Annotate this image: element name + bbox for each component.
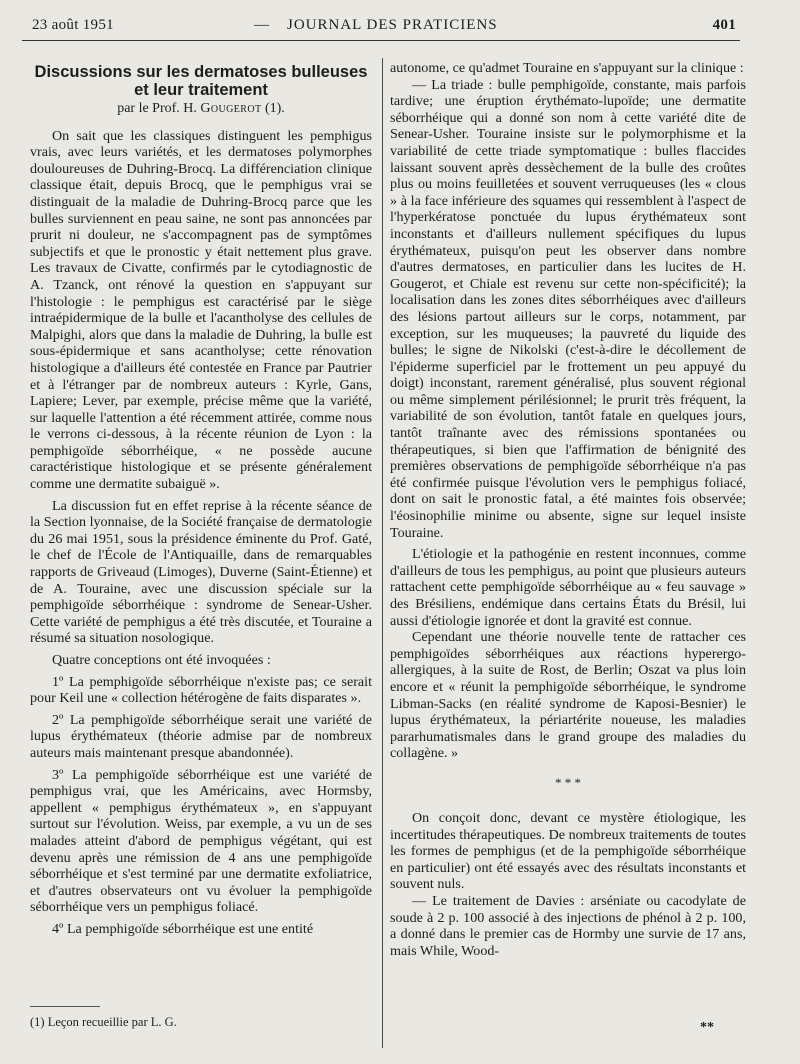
conception-1: 1º La pemphigoïde séborrhéique n'existe pas; ce serait pour Keil une « collection hétérogène de faits disparates ».	[30, 673, 372, 707]
left-paragraph-3: Quatre conceptions ont été invoquées :	[52, 652, 271, 668]
conception-3: 3º La pemphigoïde séborrhéique est une variété de pemphigus vrai, que les Américains, avec Hormsby, appellent « pemphigus érythémateux », en s'appuyant surtout sur l'évolution. Weiss, par exemple, a vu un de ses malades atteint d'abord de pemphigus végétant, qui est devenu après une rémission de 4 ans une pemphigoïde séborrhéique et s'est terminé par une dermatite exfoliatrice, et d'autres observateurs ont vu évoluer la pemphigoïde séborrhéique vers un pemphigus foliacé.	[30, 766, 372, 916]
byline-author: Gougerot	[200, 101, 262, 116]
right-paragraph-4: Cependant une théorie nouvelle tente de rattacher ces pemphigoïdes séborrhéiques aux réactions hyperergo-allergiques, à la suite de Rost, de Berlin; Oszat va plus loin encore et « réunit la pemphigoïde séborrhéique, le syndrome Libman-Sacks (en réalité syndrome de Kaposi-Besnier) le lupus érythémateux, la périartérite noueuse, les maladies pararhumatismales dans le grand groupe des maladies du collagène. »	[390, 629, 746, 762]
header-dash: —	[254, 17, 270, 33]
header-date: 23 août 1951	[32, 17, 114, 33]
left-paragraph-2: La discussion fut en effet reprise à la récente séance de la Section lyonnaise, de la Société française de dermatologie du 26 mai 1951, sous la présidence éminente du Prof. Gaté, le chef de l'École de l'Antiquaille, dans de remarquables rapports de Griveaud (Limoges), Duverne (Saint-Étienne) et de A. Touraine, avec une discussion spéciale sur la pemphigoïde séborrhéique : syndrome de Senear-Usher. Cette variété de pemphigus a été très discutée, et Touraine a résumé sa situation nosologique.	[30, 497, 372, 647]
page-number: 401	[712, 17, 736, 33]
journal-title: JOURNAL DES PRATICIENS	[287, 17, 498, 33]
byline-prefix: par le Prof. H.	[117, 101, 201, 116]
left-column	[30, 60, 372, 938]
column-divider	[382, 58, 383, 1048]
footnote: (1) Leçon recueillie par L. G.	[30, 1015, 177, 1029]
article-byline	[30, 101, 372, 118]
article-title: Discussions sur les dermatoses bulleuses et leur traitement	[34, 63, 368, 99]
left-paragraph-1: On sait que les classiques distinguent les pemphigus vrais, avec leurs variétés, et les dermatoses polymorphes douloureuses de Duhring-Brocq. La différenciation clinique classique était, depuis Brocq, que le pemphigus vrai se distinguait de la maladie de Duhring-Brocq parce que les bulles surviennent en peau saine, ne sont pas annoncées par prurit ni douleur, ne s'accompagnent pas de symptômes subjectifs et que le pronostic y était nettement plus grave. Les travaux de Civatte, confirmés par le cytodiagnostic de A. Tzanck, ont rénové la question en s'appuyant sur l'histologie : le pemphigus est caractérisé par le siège intraépidermique de la bulle et l'acantholyse des cellules de Malpighi, alors que dans la maladie de Duhring, la bulle est sous-épidermique et sans acantholyse; cette rénovation histologique a d'ailleurs été contestée en France par Pautrier et à l'étranger par de nombreux auteurs : Kyrle, Gans, Lapiere; Lever, par exemple, précise même que la variété, sur laquelle l'attention a été récemment attirée, comme nous le verrons ci-dessous, à la récente réunion de Lyon : la pemphigoïde séborrhéique, « ne possède aucune caractéristique histologique et se présente généralement comme une dermatite subaiguë ».	[30, 127, 372, 493]
section-stars: * * *	[555, 774, 581, 790]
conception-2: 2º La pemphigoïde séborrhéique serait une variété de lupus érythémateux (théorie admise par de nombreux auteurs mais maintenant presque abandonnée).	[30, 711, 372, 761]
running-header	[32, 14, 736, 40]
end-mark: **	[700, 1020, 714, 1035]
right-column	[390, 60, 746, 959]
right-paragraph-6: — Le traitement de Davies : arséniate ou cacodylate de soude à 2 p. 100 associé à des injections de phénol à 2 p. 100, a donné dans le premier cas de Hormby une survie de 17 ans, mais While, Wood-	[390, 892, 746, 959]
conception-4: 4º La pemphigoïde séborrhéique est une entité	[52, 920, 314, 937]
right-paragraph-5: On conçoit donc, devant ce mystère étiologique, les incertitudes thérapeutiques. De nombreux traitements de toutes les formes de pemphigus (et de la pemphigoïde séborrhéique en particulier) ont été essayés avec des résultats inconstants et souvent nuls.	[390, 809, 746, 893]
right-paragraph-1: autonome, ce qu'admet Touraine en s'appuyant sur la clinique :	[390, 60, 744, 76]
byline-suffix: (1).	[261, 101, 285, 116]
header-rule	[22, 40, 740, 41]
footnote-rule	[30, 1006, 100, 1007]
right-paragraph-3: L'étiologie et la pathogénie en restent inconnues, comme d'ailleurs de tous les pemphigus, au point que plusieurs auteurs rattachent cette pemphigoïde séborrhéique au « feu sauvage » des Brésiliens, endémique dans certains États du Brésil, lui aussi d'étiologie ignorée et dont la gravité est connue.	[390, 546, 746, 629]
right-paragraph-2: — La triade : bulle pemphigoïde, constante, mais parfois tardive; une éruption érythémato-lupoïde; une dermatite séborrhéique qui a donné son nom à cette variété dite de Senear-Usher. Touraine insiste sur le polymorphisme et la variabilité de cette triade symptomatique : bulles flaccides laissant souvent après dessèchement de la bulle des croûtes plus ou moins feuilletées et souvent verruqueuses (les « clous » à la face inférieure des squames qui ressemblent à l'aspect de l'hyperkératose ponctuée du lupus érythémateux sont inconstants et d'ailleurs nullement spécifiques du lupus érythémateux, puisqu'on peut les observer dans nombre d'autres dermatoses, en particulier dans les lucites de H. Gougerot, et Chiale est revenu sur cette non-spécificité); la localisation dans les zones dites séborrhéiques avec d'ailleurs des lésions partout ailleurs sur le corps, notamment, par exception, sur les muqueuses; la pauvreté du liquide des bulles; le signe de Nikolski (c'est-à-dire le décollement de l'épiderme superficiel par le frottement un peu appuyé du doigt) inconstant, rarement généralisé, plus souvent régional ou même simplement périlésionnel; le prurit très fréquent, la variabilité de son évolution, tantôt fatale en quelques jours, tantôt traînante avec des rémissions spontanées ou thérapeutiques, si bien que l'affirmation de bénignité des premières observations de pemphigoïde séborrhéique n'a pas été confirmée puisque l'évolution vers le pemphigus foliacé, dont on sait le pronostic fatal, a été maintes fois observée; l'éosinophilie minime ou absente, signe sur lequel insiste Touraine.	[390, 76, 746, 541]
